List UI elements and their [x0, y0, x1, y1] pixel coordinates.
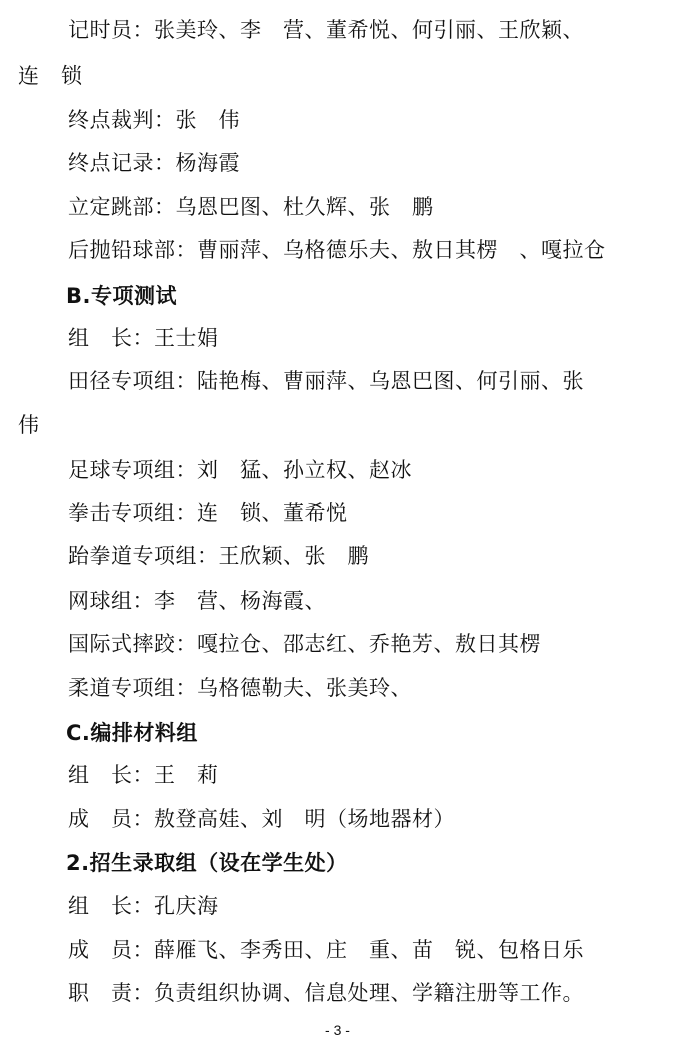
text-line: 立定跳部：乌恩巴图、杜久辉、张 鹏	[68, 195, 434, 219]
section-heading: C.编排材料组	[66, 721, 198, 745]
text-line: 跆拳道专项组：王欣颖、张 鹏	[68, 544, 369, 568]
text-line: 拳击专项组：连 锁、董希悦	[68, 501, 348, 525]
text-line: 后抛铅球部：曹丽萍、乌格德乐夫、敖日其楞 、嘎拉仓	[68, 238, 606, 262]
text-line: 组 长：王士娟	[68, 326, 219, 350]
section-heading: 2.招生录取组（设在学生处）	[66, 851, 348, 875]
text-line: 田径专项组：陆艳梅、曹丽萍、乌恩巴图、何引丽、张	[68, 369, 584, 393]
text-line: 终点裁判：张 伟	[68, 108, 240, 132]
text-line: 连 锁	[18, 64, 83, 88]
text-line: 组 长：孔庆海	[68, 894, 219, 918]
text-line: 足球专项组：刘 猛、孙立权、赵冰	[68, 458, 412, 482]
text-line: 国际式摔跤：嘎拉仓、邵志红、乔艳芳、敖日其楞	[68, 632, 541, 656]
page-number: - 3 -	[325, 1022, 350, 1038]
text-line: 成 员：敖登高娃、刘 明（场地器材）	[68, 807, 455, 831]
text-line: 伟	[18, 413, 40, 437]
text-line: 柔道专项组：乌格德勒夫、张美玲、	[68, 676, 412, 700]
text-line: 终点记录：杨海霞	[68, 151, 240, 175]
text-line: 组 长：王 莉	[68, 763, 219, 787]
text-line: 成 员：薛雁飞、李秀田、庄 重、苗 锐、包格日乐	[68, 938, 584, 962]
text-line: 网球组：李 营、杨海霞、	[68, 589, 326, 613]
text-line: 职 责：负责组织协调、信息处理、学籍注册等工作。	[68, 981, 584, 1005]
section-heading: B.专项测试	[66, 284, 177, 308]
text-line: 记时员：张美玲、李 营、董希悦、何引丽、王欣颖、	[68, 18, 584, 42]
